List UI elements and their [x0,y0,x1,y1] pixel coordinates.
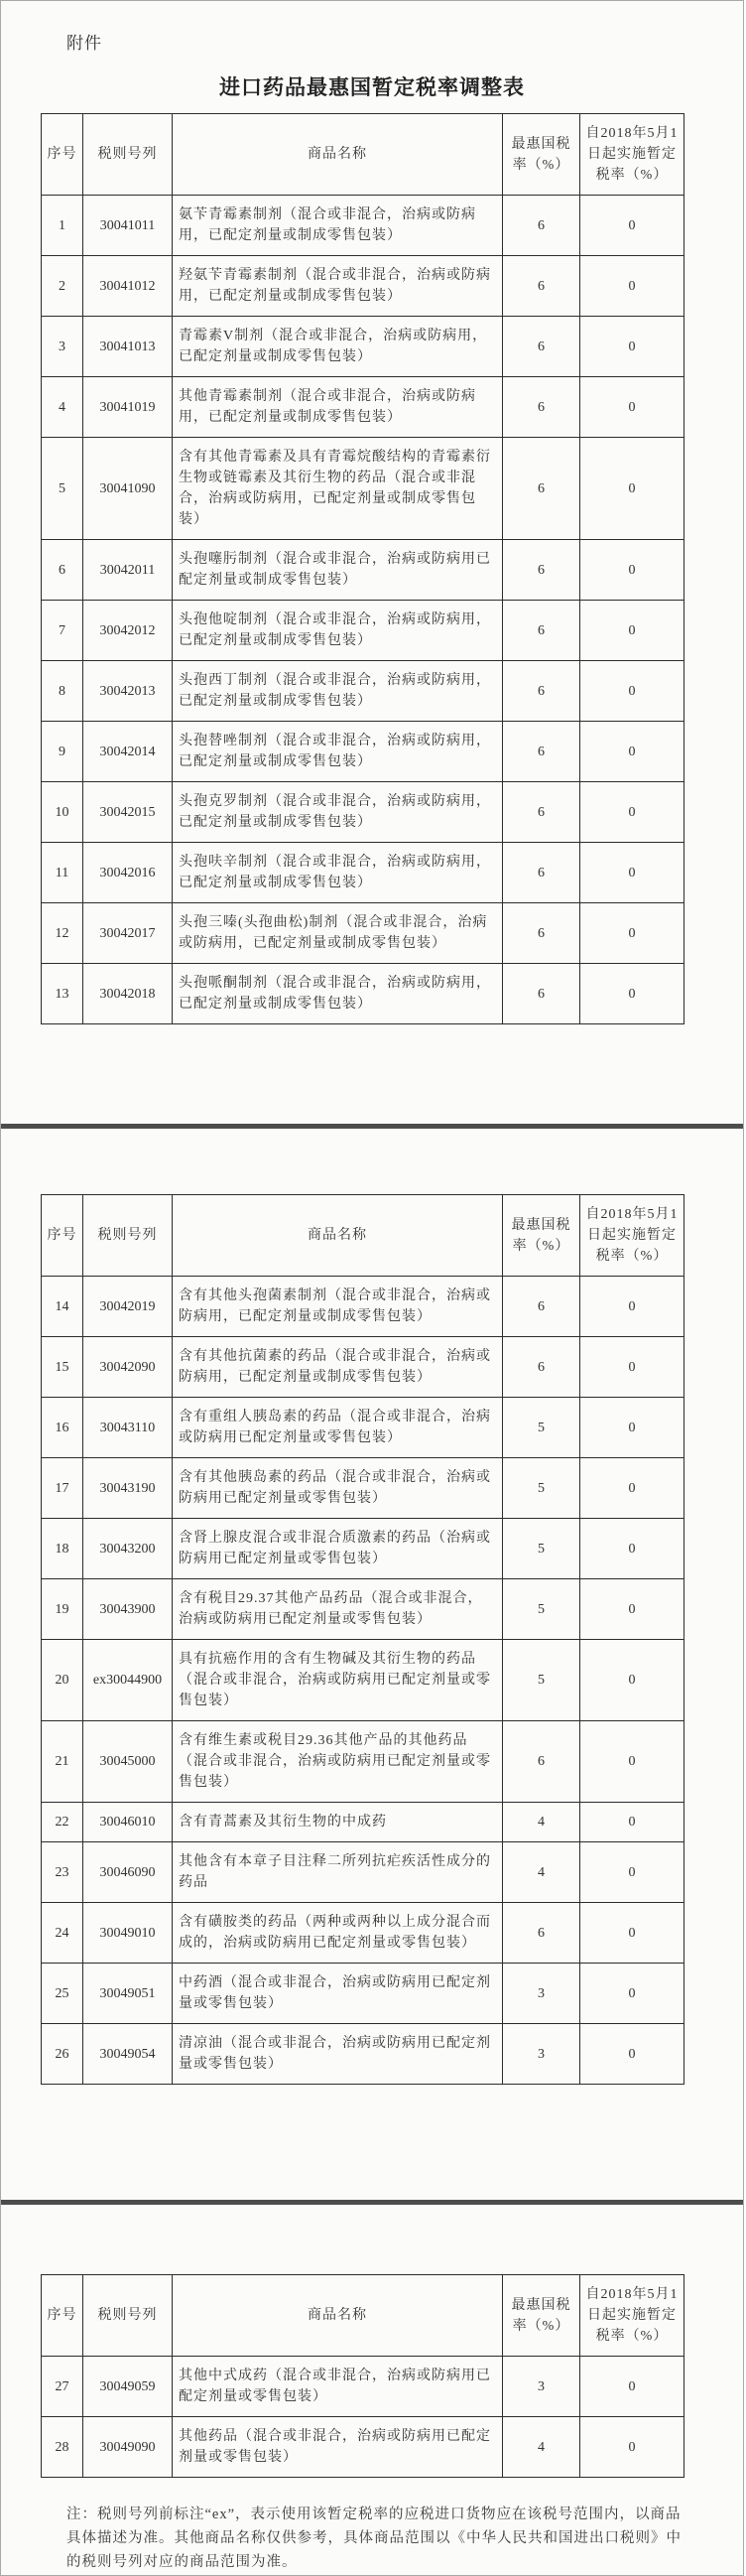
cell-serial-number: 2 [42,256,83,317]
cell-product-name: 其他含有本章子目注释二所列抗疟疾活性成分的药品 [173,1842,503,1903]
cell-product-name: 含有其他头孢菌素制剂（混合或非混合，治病或防病用，已配定剂量或制成零售包装） [173,1277,503,1337]
table-section-2 [1,1194,743,2085]
col-header-product-name: 商品名称 [173,2275,503,2357]
cell-provisional-rate: 0 [580,1640,684,1721]
table-row [42,438,684,540]
page-break-divider-2 [1,2200,743,2205]
cell-provisional-rate: 0 [580,1842,684,1903]
cell-mfn-rate: 3 [503,1964,580,2024]
cell-serial-number: 17 [42,1458,83,1519]
table-row [42,1964,684,2024]
cell-product-name: 头孢替唑制剂（混合或非混合，治病或防病用，已配定剂量或制成零售包装） [173,722,503,782]
cell-serial-number: 19 [42,1579,83,1640]
cell-product-name: 含有其他青霉素及具有青霉烷酸结构的青霉素衍生物或链霉素及其衍生物的药品（混合或非混合，治病或防病用，已配定剂量或制成零售包装） [173,438,503,540]
footnote: 注：税则号列前标注“ex”，表示使用该暂定税率的应税进口货物应在该税号范围内，以商品具体描述为准。其他商品名称仅供参考，具体商品范围以《中华人民共和国进出口税则》中的税则号列对应的商品范围为准。 [66,2507,682,2570]
table-row [42,1519,684,1579]
cell-product-name: 含肾上腺皮混合或非混合质激素的药品（治病或防病用已配定剂量或零售包装） [173,1519,503,1579]
col-header-mfn-rate: 最惠国税率（%） [503,1195,580,1277]
cell-product-name: 头孢呋辛制剂（混合或非混合，治病或防病用，已配定剂量或制成零售包装） [173,843,503,903]
cell-mfn-rate: 4 [503,2417,580,2478]
cell-serial-number: 23 [42,1842,83,1903]
cell-provisional-rate: 0 [580,2417,684,2478]
cell-provisional-rate: 0 [580,1337,684,1398]
table-row [42,782,684,843]
cell-tariff-code: 30049010 [83,1903,173,1964]
table-row [42,843,684,903]
cell-serial-number: 20 [42,1640,83,1721]
cell-serial-number: 1 [42,196,83,256]
table-row [42,1842,684,1903]
cell-mfn-rate: 5 [503,1640,580,1721]
table-header [42,2275,684,2357]
table-body-3 [42,2357,684,2478]
cell-mfn-rate: 6 [503,903,580,964]
page-title: 进口药品最惠国暂定税率调整表 [219,75,525,99]
cell-tariff-code: 30049054 [83,2024,173,2085]
cell-tariff-code: 30042011 [83,540,173,601]
table-row [42,1803,684,1842]
cell-mfn-rate: 6 [503,782,580,843]
header-row [42,2275,684,2357]
col-header-mfn-rate: 最惠国税率（%） [503,2275,580,2357]
cell-product-name: 含有维生素或税目29.36其他产品的其他药品（混合或非混合，治病或防病用已配定剂量或零售包装） [173,1721,503,1803]
cell-provisional-rate: 0 [580,964,684,1024]
table-row [42,1579,684,1640]
table-row [42,540,684,601]
cell-tariff-code: 30046010 [83,1803,173,1842]
cell-tariff-code: 30045000 [83,1721,173,1803]
cell-product-name: 含有税目29.37其他产品药品（混合或非混合，治病或防病用已配定剂量或零售包装） [173,1579,503,1640]
cell-product-name: 含有其他胰岛素的药品（混合或非混合，治病或防病用已配定剂量或零售包装） [173,1458,503,1519]
cell-serial-number: 16 [42,1398,83,1458]
table-row [42,1458,684,1519]
cell-tariff-code: 30043200 [83,1519,173,1579]
table-row [42,722,684,782]
cell-provisional-rate: 0 [580,196,684,256]
cell-serial-number: 15 [42,1337,83,1398]
cell-provisional-rate: 0 [580,1803,684,1842]
cell-tariff-code: 30041013 [83,317,173,377]
table-row [42,1277,684,1337]
cell-serial-number: 9 [42,722,83,782]
cell-serial-number: 18 [42,1519,83,1579]
table-row [42,256,684,317]
cell-tariff-code: 30049059 [83,2357,173,2417]
table-row [42,377,684,438]
table-row [42,2357,684,2417]
cell-tariff-code: 30046090 [83,1842,173,1903]
cell-serial-number: 11 [42,843,83,903]
cell-serial-number: 22 [42,1803,83,1842]
cell-tariff-code: 30049051 [83,1964,173,2024]
cell-serial-number: 14 [42,1277,83,1337]
cell-tariff-code: 30042013 [83,661,173,722]
cell-tariff-code: 30042016 [83,843,173,903]
cell-product-name: 头孢他啶制剂（混合或非混合，治病或防病用，已配定剂量或制成零售包装） [173,601,503,661]
cell-provisional-rate: 0 [580,903,684,964]
cell-mfn-rate: 6 [503,317,580,377]
cell-serial-number: 8 [42,661,83,722]
header-row [42,114,684,196]
cell-mfn-rate: 6 [503,843,580,903]
cell-serial-number: 7 [42,601,83,661]
cell-mfn-rate: 5 [503,1398,580,1458]
cell-serial-number: 6 [42,540,83,601]
table-header [42,1195,684,1277]
col-header-serial: 序号 [42,114,83,196]
cell-tariff-code: 30042015 [83,782,173,843]
tariff-table-page-3 [41,2274,684,2478]
cell-mfn-rate: 6 [503,540,580,601]
cell-tariff-code: 30043190 [83,1458,173,1519]
cell-mfn-rate: 4 [503,1842,580,1903]
cell-tariff-code: 30041012 [83,256,173,317]
cell-mfn-rate: 6 [503,377,580,438]
col-header-serial: 序号 [42,2275,83,2357]
cell-serial-number: 24 [42,1903,83,1964]
table-row [42,601,684,661]
table-section-3 [1,2274,743,2478]
cell-provisional-rate: 0 [580,1277,684,1337]
tariff-table-page-2 [41,1194,684,2085]
cell-mfn-rate: 6 [503,1903,580,1964]
cell-provisional-rate: 0 [580,2357,684,2417]
table-row [42,1398,684,1458]
cell-mfn-rate: 6 [503,601,580,661]
cell-mfn-rate: 6 [503,1721,580,1803]
cell-provisional-rate: 0 [580,1398,684,1458]
cell-product-name: 其他药品（混合或非混合，治病或防病用已配定剂量或零售包装） [173,2417,503,2478]
col-header-provisional-rate: 自2018年5月1日起实施暂定税率（%） [580,1195,684,1277]
cell-serial-number: 10 [42,782,83,843]
table-row [42,1903,684,1964]
cell-product-name: 中药酒（混合或非混合，治病或防病用已配定剂量或零售包装） [173,1964,503,2024]
cell-tariff-code: 30041011 [83,196,173,256]
table-row [42,661,684,722]
table-body-1 [42,196,684,1024]
cell-provisional-rate: 0 [580,722,684,782]
cell-mfn-rate: 5 [503,1458,580,1519]
cell-product-name: 头孢克罗制剂（混合或非混合，治病或防病用，已配定剂量或制成零售包装） [173,782,503,843]
cell-product-name: 头孢三嗪(头孢曲松)制剂（混合或非混合，治病或防病用，已配定剂量或制成零售包装） [173,903,503,964]
cell-product-name: 含有磺胺类的药品（两种或两种以上成分混合而成的，治病或防病用已配定剂量或零售包装） [173,1903,503,1964]
cell-provisional-rate: 0 [580,661,684,722]
table-body-2 [42,1277,684,2085]
cell-product-name: 清凉油（混合或非混合，治病或防病用已配定剂量或零售包装） [173,2024,503,2085]
cell-serial-number: 3 [42,317,83,377]
cell-tariff-code: 30042014 [83,722,173,782]
cell-provisional-rate: 0 [580,1519,684,1579]
header-row [42,1195,684,1277]
col-header-mfn-rate: 最惠国税率（%） [503,114,580,196]
cell-product-name: 具有抗癌作用的含有生物碱及其衍生物的药品（混合或非混合，治病或防病用已配定剂量或零售包装） [173,1640,503,1721]
cell-product-name: 头孢噻肟制剂（混合或非混合，治病或防病用已配定剂量或制成零售包装） [173,540,503,601]
cell-product-name: 其他中式成药（混合或非混合，治病或防病用已配定剂量或零售包装） [173,2357,503,2417]
cell-product-name: 青霉素V制剂（混合或非混合，治病或防病用，已配定剂量或制成零售包装） [173,317,503,377]
cell-mfn-rate: 6 [503,722,580,782]
table-row [42,1337,684,1398]
col-header-product-name: 商品名称 [173,114,503,196]
table-row [42,2024,684,2085]
table-row [42,903,684,964]
col-header-provisional-rate: 自2018年5月1日起实施暂定税率（%） [580,114,684,196]
cell-tariff-code: 30041019 [83,377,173,438]
cell-serial-number: 12 [42,903,83,964]
table-row [42,2417,684,2478]
table-section-1 [1,113,743,1024]
attachment-label: 附件 [66,34,102,53]
cell-serial-number: 28 [42,2417,83,2478]
cell-tariff-code: 30042019 [83,1277,173,1337]
cell-product-name: 含有重组人胰岛素的药品（混合或非混合，治病或防病用已配定剂量或零售包装） [173,1398,503,1458]
cell-provisional-rate: 0 [580,377,684,438]
table-header [42,114,684,196]
table-row [42,196,684,256]
cell-mfn-rate: 3 [503,2024,580,2085]
cell-product-name: 头孢西丁制剂（混合或非混合，治病或防病用，已配定剂量或制成零售包装） [173,661,503,722]
table-row [42,317,684,377]
cell-serial-number: 4 [42,377,83,438]
cell-product-name: 头孢哌酮制剂（混合或非混合，治病或防病用，已配定剂量或制成零售包装） [173,964,503,1024]
tariff-table-page-1 [41,113,684,1024]
cell-product-name: 氨苄青霉素制剂（混合或非混合，治病或防病用，已配定剂量或制成零售包装） [173,196,503,256]
cell-product-name: 其他青霉素制剂（混合或非混合，治病或防病用，已配定剂量或制成零售包装） [173,377,503,438]
cell-mfn-rate: 6 [503,438,580,540]
cell-mfn-rate: 6 [503,1277,580,1337]
cell-product-name: 含有其他抗菌素的药品（混合或非混合，治病或防病用，已配定剂量或制成零售包装） [173,1337,503,1398]
cell-provisional-rate: 0 [580,1458,684,1519]
table-row [42,1640,684,1721]
cell-serial-number: 5 [42,438,83,540]
cell-serial-number: 25 [42,1964,83,2024]
col-header-product-name: 商品名称 [173,1195,503,1277]
cell-tariff-code: 30043900 [83,1579,173,1640]
cell-mfn-rate: 6 [503,256,580,317]
cell-serial-number: 13 [42,964,83,1024]
cell-provisional-rate: 0 [580,256,684,317]
cell-product-name: 含有青蒿素及其衍生物的中成药 [173,1803,503,1842]
cell-provisional-rate: 0 [580,782,684,843]
cell-provisional-rate: 0 [580,2024,684,2085]
cell-provisional-rate: 0 [580,1721,684,1803]
table-row [42,1721,684,1803]
col-header-serial: 序号 [42,1195,83,1277]
cell-provisional-rate: 0 [580,601,684,661]
table-row [42,964,684,1024]
col-header-tariff-code: 税则号列 [83,114,173,196]
cell-tariff-code: 30042090 [83,1337,173,1398]
cell-serial-number: 26 [42,2024,83,2085]
cell-tariff-code: 30043110 [83,1398,173,1458]
cell-tariff-code: 30049090 [83,2417,173,2478]
cell-serial-number: 21 [42,1721,83,1803]
cell-provisional-rate: 0 [580,1964,684,2024]
cell-tariff-code: 30042017 [83,903,173,964]
cell-tariff-code: 30041090 [83,438,173,540]
cell-tariff-code: ex30044900 [83,1640,173,1721]
cell-provisional-rate: 0 [580,540,684,601]
col-header-tariff-code: 税则号列 [83,2275,173,2357]
cell-provisional-rate: 0 [580,438,684,540]
cell-provisional-rate: 0 [580,1903,684,1964]
cell-mfn-rate: 5 [503,1519,580,1579]
cell-serial-number: 27 [42,2357,83,2417]
cell-mfn-rate: 5 [503,1579,580,1640]
cell-tariff-code: 30042018 [83,964,173,1024]
cell-provisional-rate: 0 [580,843,684,903]
cell-mfn-rate: 6 [503,196,580,256]
cell-mfn-rate: 6 [503,1337,580,1398]
cell-tariff-code: 30042012 [83,601,173,661]
page-break-divider-1 [1,1124,743,1129]
cell-mfn-rate: 6 [503,661,580,722]
col-header-provisional-rate: 自2018年5月1日起实施暂定税率（%） [580,2275,684,2357]
cell-product-name: 羟氨苄青霉素制剂（混合或非混合，治病或防病用，已配定剂量或制成零售包装） [173,256,503,317]
cell-mfn-rate: 6 [503,964,580,1024]
cell-provisional-rate: 0 [580,317,684,377]
cell-mfn-rate: 3 [503,2357,580,2417]
col-header-tariff-code: 税则号列 [83,1195,173,1277]
cell-provisional-rate: 0 [580,1579,684,1640]
cell-mfn-rate: 4 [503,1803,580,1842]
